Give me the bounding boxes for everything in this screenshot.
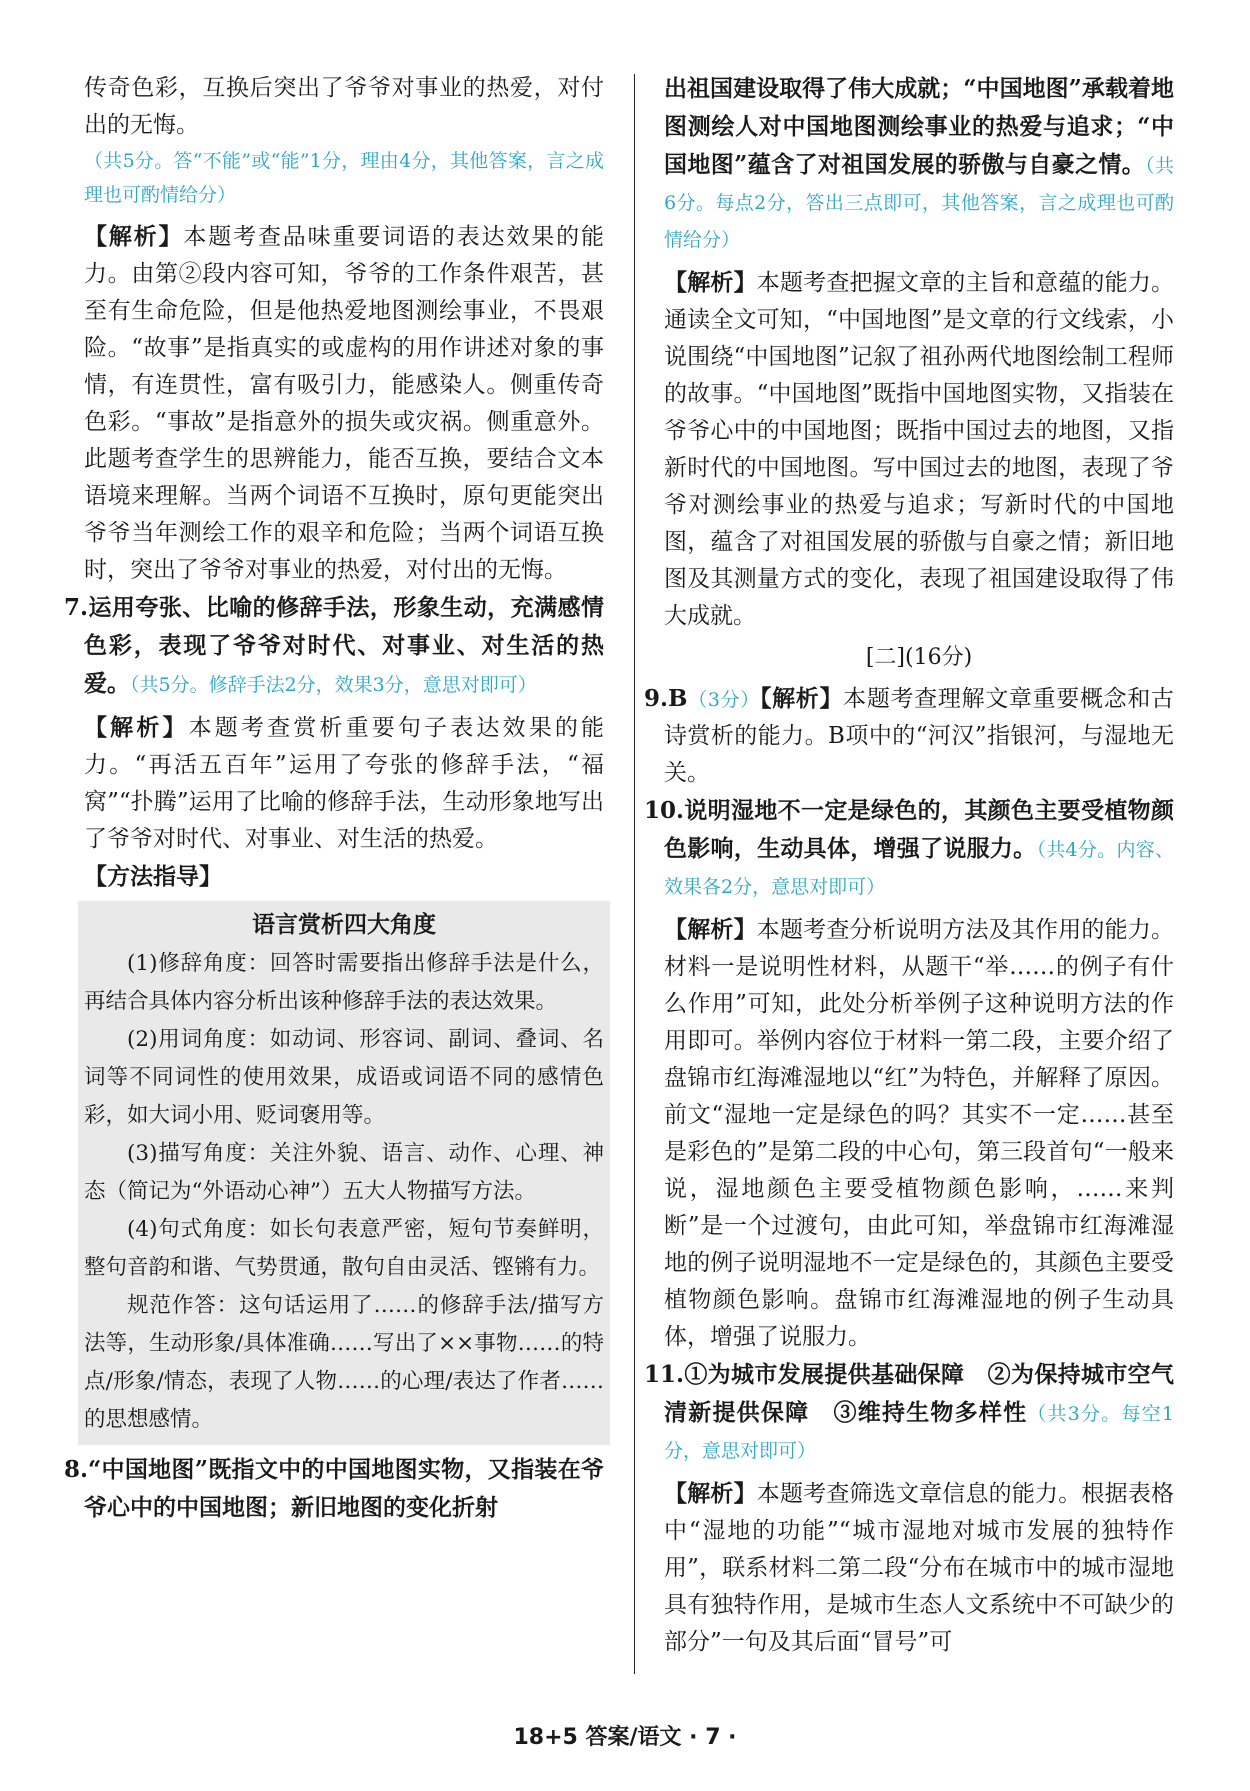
question8 — [64, 1451, 604, 1527]
analysis7 — [84, 709, 604, 858]
question10-answer: 说明湿地不一定是绿色的，其颜色主要受植物颜色影响，生动具体，增强了说服力。 — [664, 797, 1174, 862]
question10-hint: （共4分。内容、效果各2分，意思对即可） — [664, 839, 1175, 898]
method-guide-box — [78, 901, 610, 1445]
right-column — [644, 70, 1175, 1661]
analysis-tag: 【解析】 — [664, 269, 757, 296]
analysis9-text: 本题考查理解文章重要概念和古诗赏析的能力。B项中的“河汉”指银河，与湿地无关。 — [664, 686, 1174, 786]
question10-number: 10. — [644, 797, 685, 824]
analysis-tag: 【解析】 — [84, 223, 184, 250]
question9-number: 9. — [644, 685, 669, 712]
question8-hint: （共6分。每点2分，答出三点即可，其他答案，言之成理也可酌情给分） — [664, 155, 1174, 251]
analysis11 — [664, 1475, 1174, 1661]
analysis-tag: 【解析】 — [664, 916, 757, 943]
method-item-1: (1)修辞角度：回答时需要指出修辞手法是什么，再结合具体内容分析出该种修辞手法的表达效果。 — [84, 951, 604, 1014]
question7-number: 7. — [64, 594, 89, 621]
analysis-tag: 【解析】 — [664, 1480, 757, 1507]
analysis7-text: 本题考查赏析重要句子表达效果的能力。“再活五百年”运用了夸张的修辞手法，“福窝”“扑腾”运用了比喻的修辞手法，生动形象地写出了爷爷对时代、对事业、对生活的热爱。 — [84, 715, 605, 852]
method-item-3: (3)描写角度：关注外貌、语言、动作、心理、神态（简记为“外语动心神”）五大人物描写方法。 — [84, 1141, 604, 1204]
analysis8 — [664, 264, 1174, 635]
method-item-2: (2)用词角度：如动词、形容词、副词、叠词、名词等不同词性的使用效果，成语或词语不同的感情色彩，如大词小用、贬词褒用等。 — [84, 1027, 604, 1128]
analysis6 — [84, 218, 604, 589]
question8-answer-cont: 出祖国建设取得了伟大成就；“中国地图”承载着地图测绘人对中国地图测绘事业的热爱与追求；“中国地图”蕴含了对祖国发展的骄傲与自豪之情。 — [664, 75, 1174, 178]
question7-hint: （共5分。修辞手法2分，效果3分，意思对即可） — [130, 674, 537, 696]
method-item-5: 规范作答：这句话运用了……的修辞手法/描写方法等，生动形象/具体准确……写出了××事物……的特点/形象/情态，表现了人物……的心理/表达了作者……的思想感情。 — [84, 1293, 604, 1432]
analysis11-text: 本题考查筛选文章信息的能力。根据表格中“湿地的功能”“城市湿地对城市发展的独特作用”，联系材料二第二段“分布在城市中的城市湿地具有独特作用，是城市生态人文系统中不可缺少的部分”一句及其后面“冒号”可 — [664, 1481, 1175, 1655]
question7 — [64, 589, 604, 703]
question11 — [644, 1356, 1174, 1469]
answer6-scoring-hint: （共5分。答“不能”或“能”1分，理由4分，其他答案，言之成理也可酌情给分） — [84, 150, 604, 206]
analysis-tag: 【解析】 — [759, 685, 844, 712]
column-divider — [634, 74, 635, 1674]
question7-answer: 运用夸张、比喻的修辞手法，形象生动，充满感情色彩，表现了爷爷对时代、对事业、对生活的热爱。 — [84, 594, 604, 697]
question9-hint: （3分） — [687, 689, 760, 711]
question8-number: 8. — [64, 1456, 89, 1483]
analysis8-text: 本题考查把握文章的主旨和意蕴的能力。通读全文可知，“中国地图”是文章的行文线索，小说围绕“中国地图”记叙了祖孙两代地图绘制工程师的故事。“中国地图”既指中国地图实物，又指装在爷爷心中的中国地图；既指中国过去的地图，又指新时代的中国地图。写中国过去的地图，表现了爷爷对测绘事业的热爱与追求；写新时代的中国地图，蕴含了对祖国发展的骄傲与自豪之情；新旧地图及其测量方式的变化，表现了祖国建设取得了伟大成就。 — [664, 270, 1175, 629]
page-footer: 18+5 答案/语文 · 7 · — [513, 1725, 737, 1750]
question10 — [644, 792, 1175, 905]
question9 — [644, 680, 1174, 792]
analysis6-text: 本题考查品味重要词语的表达效果的能力。由第②段内容可知，爷爷的工作条件艰苦，甚至有生命危险，但是他热爱地图测绘事业，不畏艰险。“故事”是指真实的或虚构的用作讲述对象的事情，有连贯性，富有吸引力，能感染人。侧重传奇色彩。“事故”是指意外的损失或灾祸。侧重意外。此题考查学生的思辨能力，能否互换，要结合文本语境来理解。当两个词语不互换时，原句更能突出爷爷当年测绘工作的艰辛和危险；当两个词语互换时，突出了爷爷对事业的热爱，对付出的无悔。 — [84, 224, 605, 583]
question11-answer: ①为城市发展提供基础保障 ②为保持城市空气清新提供保障 ③维持生物多样性 — [664, 1361, 1174, 1426]
answer6-text: 传奇色彩，互换后突出了爷爷对事业的热爱，对付出的无悔。 — [84, 75, 604, 138]
method-guide-tag: 【方法指导】 — [84, 863, 222, 890]
question8-answer: “中国地图”既指文中的中国地图实物，又指装在爷爷心中的中国地图；新旧地图的变化折射 — [84, 1456, 604, 1521]
left-column — [64, 70, 605, 1527]
question11-number: 11. — [644, 1361, 685, 1388]
question9-answer: B — [668, 685, 688, 712]
method-item-4: (4)句式角度：如长句表意严密，短句节奏鲜明，整句音韵和谐、气势贯通，散句自由灵活、铿锵有力。 — [84, 1217, 604, 1280]
section-heading: [二](16分) — [865, 645, 973, 670]
question8-continuation — [664, 70, 1174, 258]
question11-hint: （共3分。每空1分，意思对即可） — [664, 1403, 1174, 1462]
analysis-tag: 【解析】 — [84, 714, 189, 741]
answer6-continuation — [84, 70, 604, 144]
analysis10-text: 本题考查分析说明方法及其作用的能力。材料一是说明性材料，从题干“举……的例子有什么作用”可知，此处分析举例子这种说明方法的作用即可。举例内容位于材料一第二段，主要介绍了盘锦市红海滩湿地以“红”为特色，并解释了原因。前文“湿地一定是绿色的吗？其实不一定……甚至是彩色的”是第二段的中心句，第三段首句“一般来说，湿地颜色主要受植物颜色影响，……来判断”是一个过渡句，由此可知，举盘锦市红海滩湿地的例子说明湿地不一定是绿色的，其颜色主要受植物颜色影响。盘锦市红海滩湿地的例子生动具体，增强了说服力。 — [664, 917, 1175, 1350]
method-guide-title: 语言赏析四大角度 — [252, 911, 436, 938]
analysis10 — [664, 911, 1174, 1356]
